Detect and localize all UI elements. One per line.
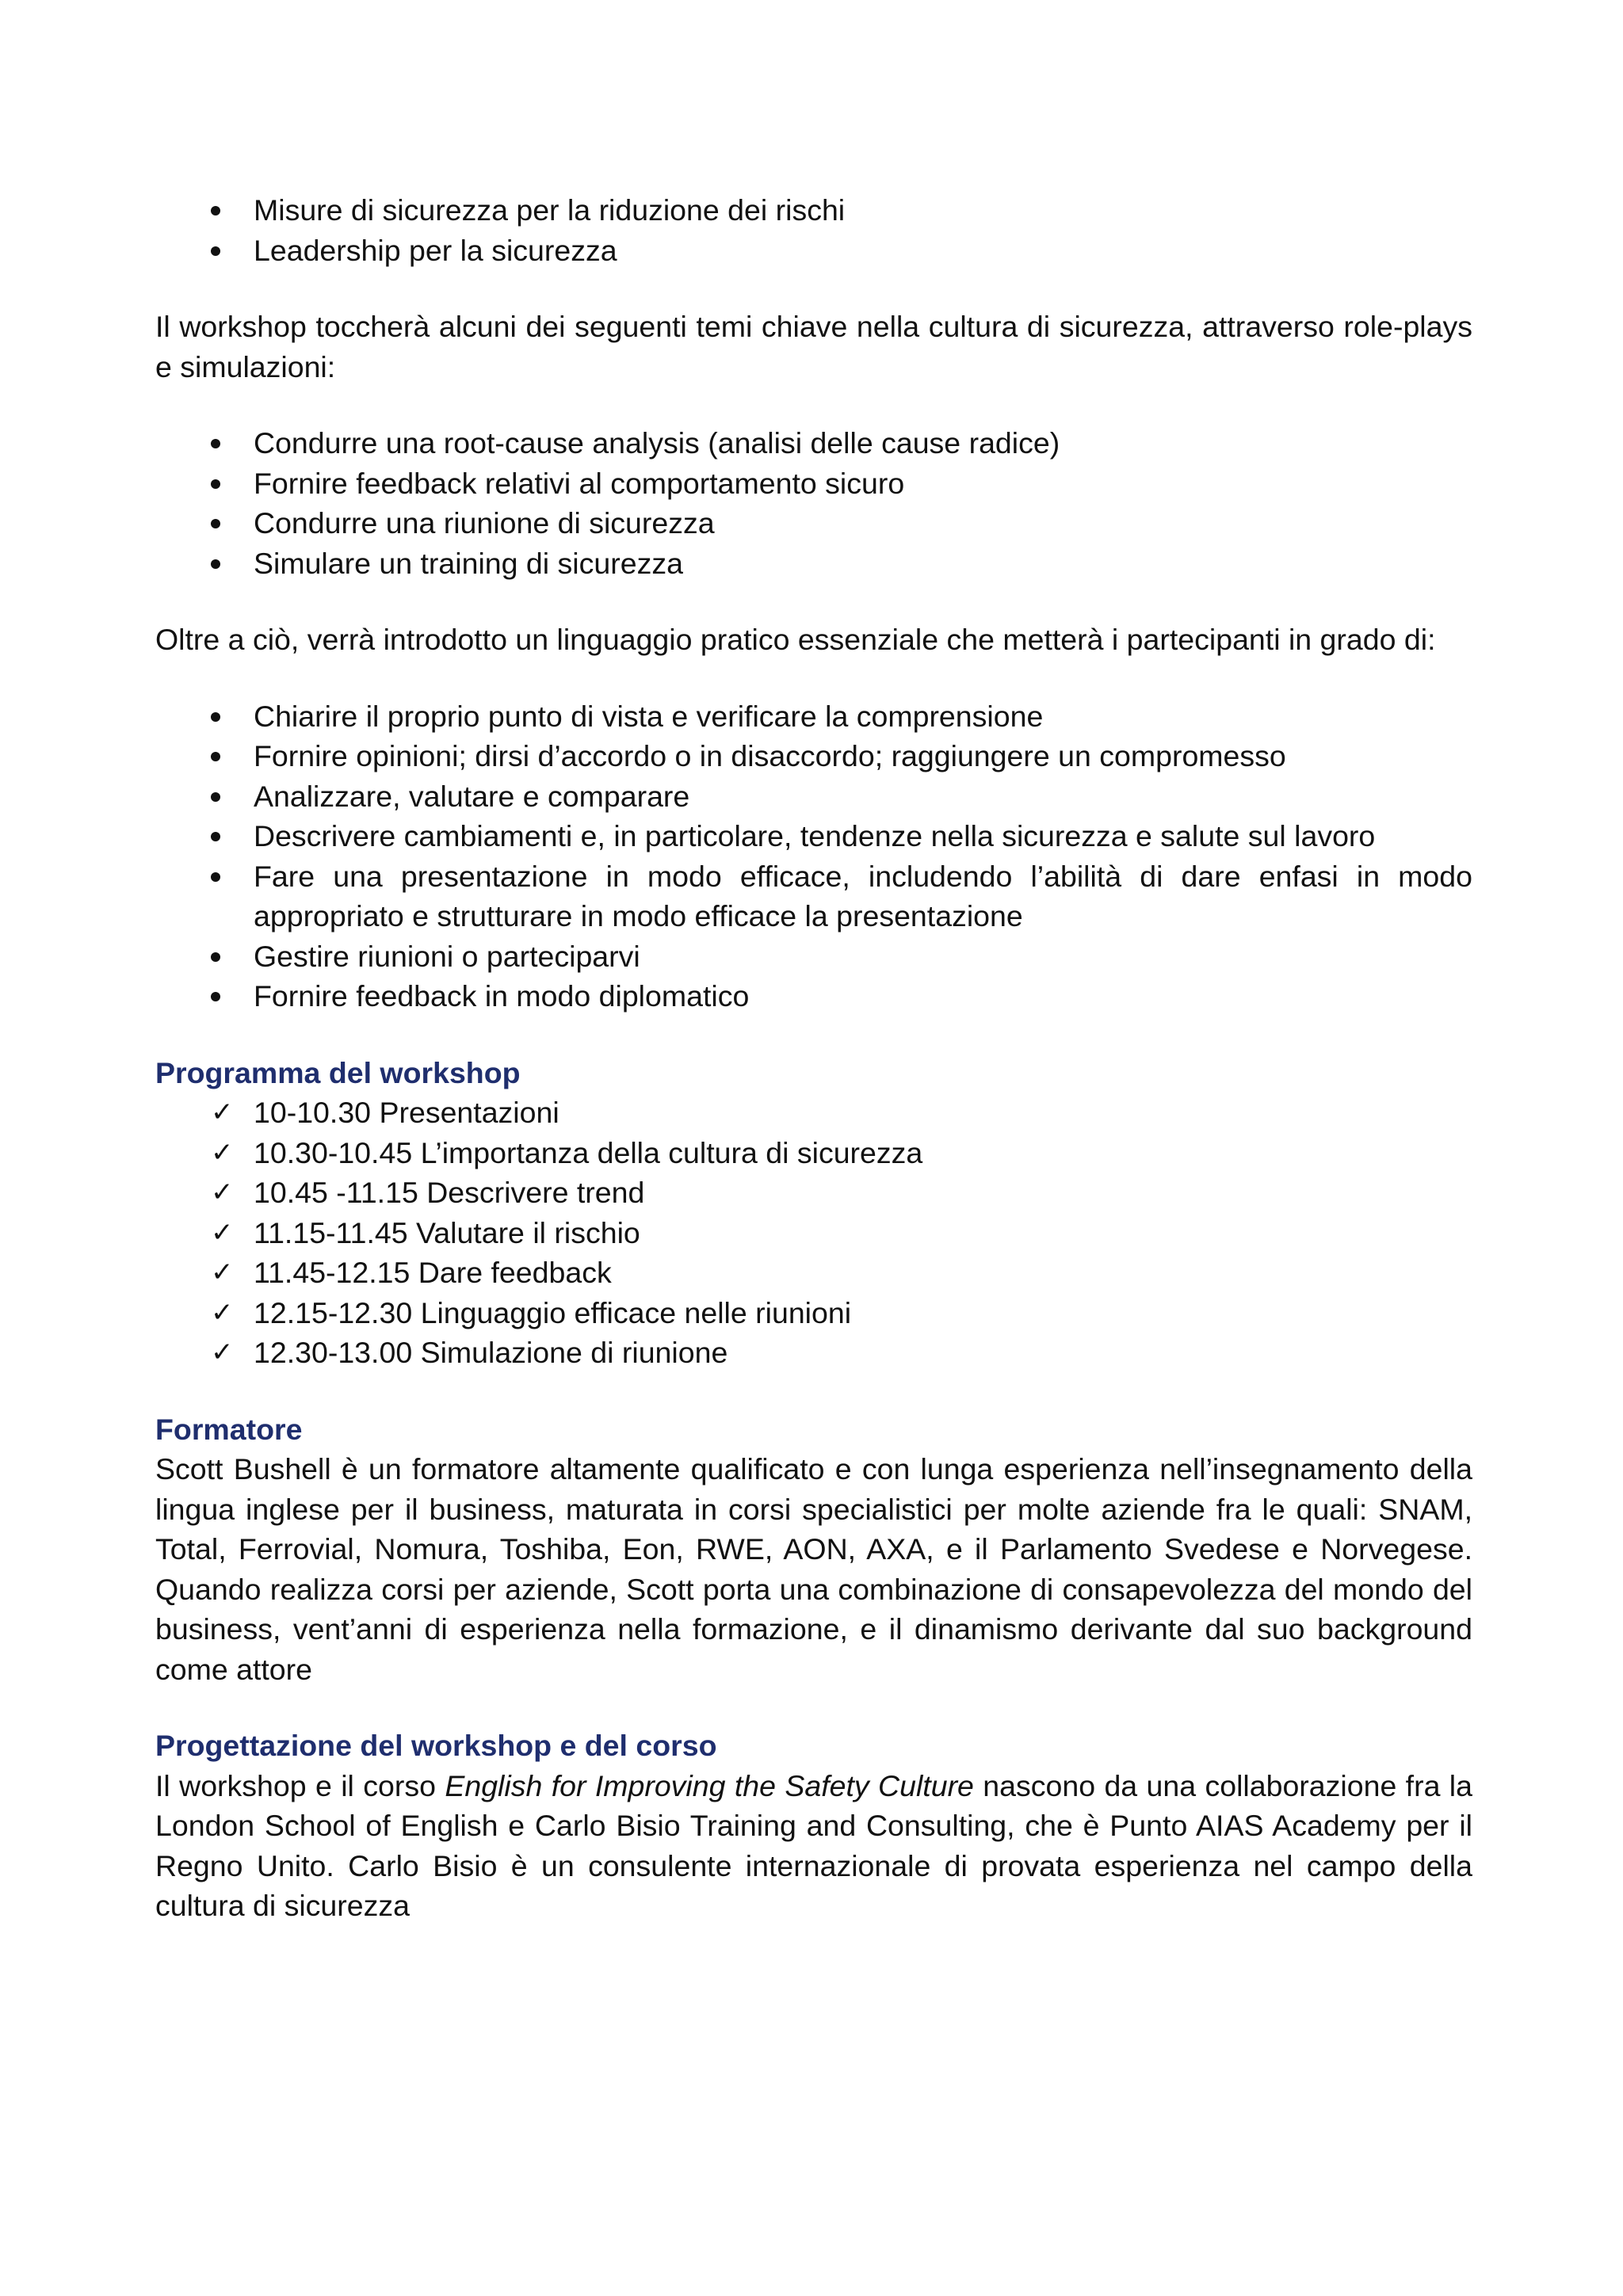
progettazione-text-after: nascono da una collaborazione fra la London School of English e Carlo Bisio Training and Consulting, che è Punto AIAS Academy per il Regno Unito. Carlo Bisio è un consulente internazionale di provata esperienza nel campo della cultura di sicurezza — [155, 1768, 1472, 1922]
bullet-icon — [211, 736, 235, 776]
workshop-intro-paragraph: Il workshop toccherà alcuni dei seguenti temi chiave nella cultura di sicurezza, attraverso role-plays e simulazioni: — [155, 310, 1472, 383]
list-item — [155, 976, 1472, 1016]
bullet-icon — [211, 816, 235, 856]
list-item-text: Fornire feedback relativi al comportamento sicuro — [254, 466, 905, 500]
document-body — [155, 190, 1472, 1926]
list-item-text: Fornire feedback in modo diplomatico — [254, 979, 750, 1013]
schedule-item — [155, 1253, 1472, 1293]
workshop-topics-list — [155, 423, 1472, 583]
bullet-icon — [211, 696, 235, 737]
list-item — [155, 423, 1472, 463]
list-item — [155, 503, 1472, 543]
checkmark-icon: ✓ — [211, 1296, 234, 1329]
bullet-icon — [211, 543, 235, 584]
schedule-item-text: 10.30-10.45 L’importanza della cultura di sicurezza — [254, 1135, 923, 1169]
list-item-text: Fornire opinioni; dirsi d’accordo o in disaccordo; raggiungere un compromesso — [254, 739, 1286, 772]
checkmark-icon: ✓ — [211, 1136, 234, 1169]
schedule-item — [155, 1213, 1472, 1253]
checkmark-icon: ✓ — [211, 1177, 234, 1208]
checkmark-icon: ✓ — [211, 1337, 234, 1368]
bullet-icon — [211, 976, 235, 1016]
progettazione-text-before: Il workshop e il corso — [155, 1768, 445, 1802]
schedule-item — [155, 1093, 1472, 1133]
formatore-paragraph: Scott Bushell è un formatore altamente qualificato e con lunga esperienza nell’insegnamento della lingua inglese per il business, maturata in corsi specialistici per molte aziende fra le quali: SNAM, Total, Ferrovial, Nomura, Toshiba, Eon, RWE, AON, AXA, e il Parlamento Svedese e Norvegese. Quando realizza corsi per aziende, Scott porta una combinazione di consapevolezza del mondo del business, vent’anni di esperienza nella formazione, e il dinamismo derivante dal suo background come attore — [155, 1452, 1472, 1686]
list-item — [155, 736, 1472, 776]
list-item-text: Misure di sicurezza per la riduzione dei rischi — [254, 193, 846, 227]
schedule-item — [155, 1333, 1472, 1373]
formatore-heading: Formatore — [155, 1412, 303, 1446]
bullet-icon — [211, 936, 235, 977]
list-item-text: Descrivere cambiamenti e, in particolare, tendenze nella sicurezza e salute sul lavoro — [254, 819, 1376, 852]
schedule-item — [155, 1293, 1472, 1333]
list-item-text: Gestire riunioni o parteciparvi — [254, 939, 640, 973]
list-item-text: Leadership per la sicurezza — [254, 233, 617, 267]
progettazione-heading: Progettazione del workshop e del corso — [155, 1729, 717, 1762]
schedule-item-text: 12.15-12.30 Linguaggio efficace nelle riunioni — [254, 1295, 852, 1329]
bullet-icon — [211, 423, 235, 463]
programma-schedule-list — [155, 1093, 1472, 1373]
bullet-icon — [211, 856, 235, 897]
list-item — [155, 776, 1472, 817]
bullet-icon — [211, 231, 235, 271]
schedule-item-text: 11.15-11.45 Valutare il rischio — [254, 1215, 640, 1249]
course-title: English for Improving the Safety Culture — [445, 1768, 974, 1802]
bullet-icon — [211, 190, 235, 231]
list-item-text: Condurre una root-cause analysis (analisi delle cause radice) — [254, 426, 1060, 460]
list-item-text: Analizzare, valutare e comparare — [254, 779, 690, 813]
programma-heading: Programma del workshop — [155, 1055, 521, 1089]
language-intro-paragraph: Oltre a ciò, verrà introdotto un linguaggio pratico essenziale che metterà i partecipanti in grado di: — [155, 623, 1436, 656]
bullet-icon — [211, 776, 235, 817]
list-item-text: Chiarire il proprio punto di vista e verificare la comprensione — [254, 699, 1044, 733]
list-item-text: Fare una presentazione in modo efficace, includendo l’abilità di dare enfasi in modo appropriato e strutturare in modo efficace la presentazione — [254, 859, 1472, 933]
list-item — [155, 696, 1472, 737]
language-skills-list — [155, 696, 1472, 1016]
list-item — [155, 190, 1472, 231]
bullet-icon — [211, 503, 235, 543]
checkmark-icon: ✓ — [211, 1216, 234, 1249]
list-item — [155, 936, 1472, 977]
checkmark-icon: ✓ — [211, 1257, 234, 1288]
checkmark-icon: ✓ — [211, 1097, 234, 1128]
list-item — [155, 543, 1472, 584]
list-item-text: Condurre una riunione di sicurezza — [254, 506, 715, 540]
list-item — [155, 463, 1472, 504]
schedule-item-text: 12.30-13.00 Simulazione di riunione — [254, 1336, 728, 1369]
list-item — [155, 856, 1472, 936]
top-bullet-list — [155, 190, 1472, 270]
schedule-item — [155, 1173, 1472, 1213]
schedule-item-text: 10.45 -11.15 Descrivere trend — [254, 1176, 645, 1209]
list-item — [155, 231, 1472, 271]
schedule-item-text: 11.45-12.15 Dare feedback — [254, 1256, 612, 1289]
schedule-item — [155, 1133, 1472, 1173]
bullet-icon — [211, 463, 235, 504]
list-item — [155, 816, 1472, 856]
progettazione-paragraph — [155, 1766, 1472, 1926]
schedule-item-text: 10-10.30 Presentazioni — [254, 1096, 559, 1129]
list-item-text: Simulare un training di sicurezza — [254, 546, 683, 580]
